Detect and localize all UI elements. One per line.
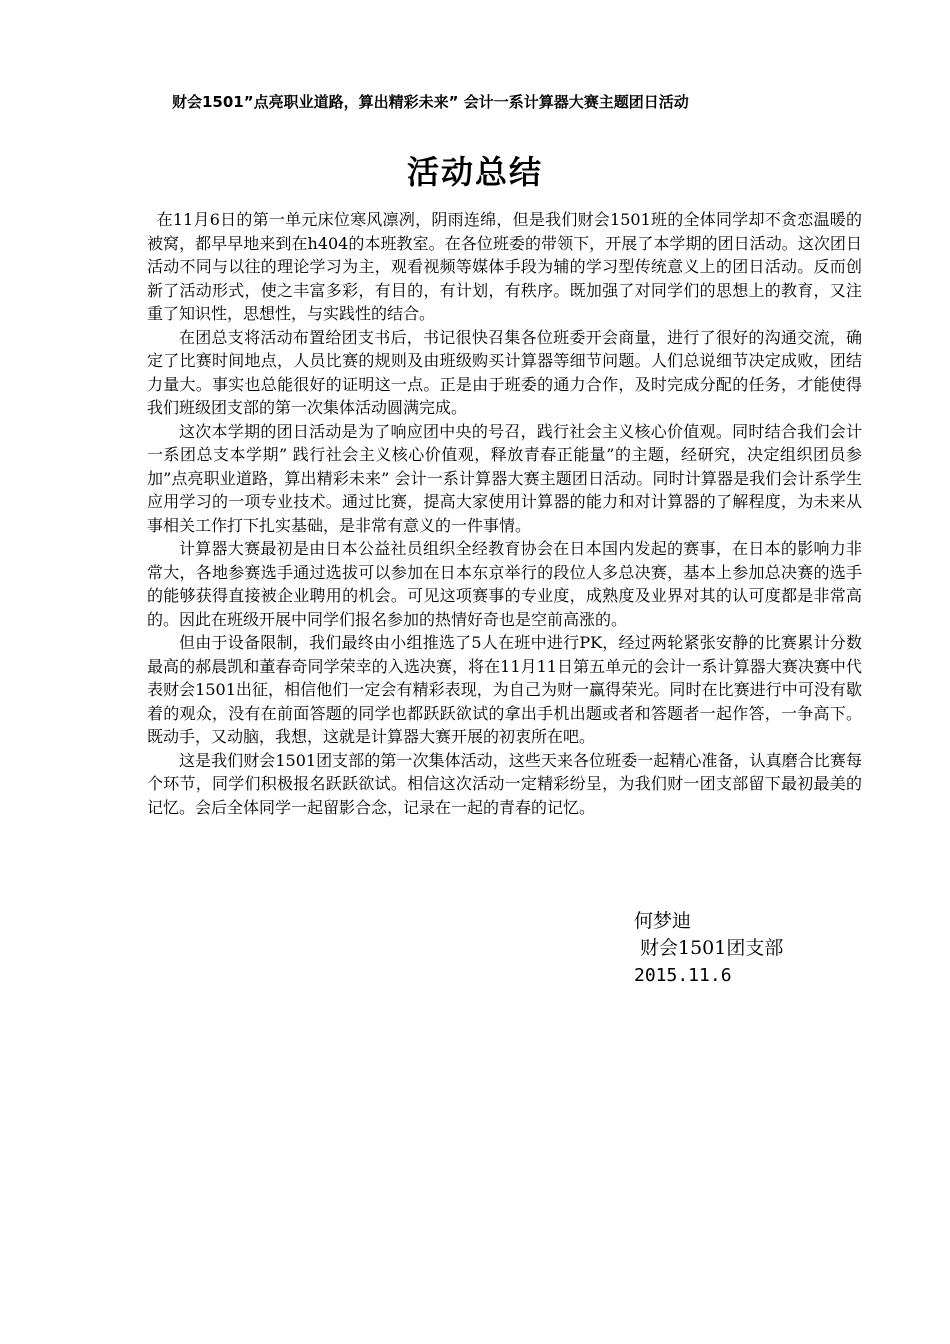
signature-org: 财会1501团支部 <box>640 937 784 959</box>
paragraph-2: 在团总支将活动布置给团支书后，书记很快召集各位班委开会商量，进行了很好的沟通交流，确定了比赛时间地点，人员比赛的规则及由班级购买计算器等细节问题。人们总说细节决定成败，团结力量大。事实也总能很好的证明这一点。正是由于班委的通力合作，及时完成分配的任务，才能使得我们班级团支部的第一次集体活动圆满完成。 <box>147 327 862 417</box>
paragraph-6: 这是我们财会1501团支部的第一次集体活动，这些天来各位班委一起精心准备，认真磨合比赛每个环节，同学们积极报名跃跃欲试。相信这次活动一定精彩纷呈，为我们财一团支部留下最初最美的记忆。会后全体同学一起留影合念，记录在一起的青春的记忆。 <box>147 750 862 817</box>
signature-date: 2015.11.6 <box>634 965 732 986</box>
document-body <box>147 208 862 819</box>
paragraph-5: 但由于设备限制，我们最终由小组推选了5人在班中进行PK，经过两轮紧张安静的比赛累计分数最高的郝晨凯和董春奇同学荣幸的入选决赛，将在11月11日第五单元的会计一系计算器大赛决赛中代表财会1501出征，相信他们一定会有精彩表现，为自己为财一赢得荣光。同时在比赛进行中可没有歇着的观众，没有在前面答题的同学也都跃跃欲试的拿出手机出题或者和答题者一起作答，一争高下。既动手，又动脑，我想，这就是计算器大赛开展的初衷所在吧。 <box>147 633 862 746</box>
signature-name: 何梦迪 <box>634 910 692 932</box>
document-header: 财会1501”点亮职业道路，算出精彩未来” 会计一系计算器大赛主题团日活动 <box>172 93 689 111</box>
signature-block <box>634 908 783 989</box>
paragraph-3: 这次本学期的团日活动是为了响应团中央的号召，践行社会主义核心价值观。同时结合我们会计一系团总支本学期” 践行社会主义核心价值观，释放青春正能量”的主题，经研究，决定组织团员参加”点亮职业道路，算出精彩未来” 会计一系计算器大赛主题团日活动。同时计算器是我们会计系学生应用学习的一项专业技术。通过比赛，提高大家使用计算器的能力和对计算器的了解程度，为未来从事相关工作打下扎实基础，是非常有意义的一件事情。 <box>147 421 862 535</box>
paragraph-1: 在11月6日的第一单元床位寒风凛冽，阴雨连绵，但是我们财会1501班的全体同学却不贪恋温暖的被窝，都早早地来到在h404的本班教室。在各位班委的带领下，开展了本学期的团日活动。这次团日活动不同与以往的理论学习为主，观看视频等媒体手段为辅的学习型传统意义上的团日活动。反而创新了活动形式，使之丰富多彩，有目的，有计划，有秩序。既加强了对同学们的思想上的教育，又注重了知识性，思想性，与实践性的结合。 <box>147 210 862 323</box>
page-title: 活动总结 <box>406 153 543 191</box>
paragraph-4: 计算器大赛最初是由日本公益社员组织全经教育协会在日本国内发起的赛事，在日本的影响力非常大，各地参赛选手通过选拔可以参加在日本东京举行的段位人多总决赛，基本上参加总决赛的选手的能够获得直接被企业聘用的机会。可见这项赛事的专业度，成熟度及业界对其的认可度都是非常高的。因此在班级开展中同学们报名参加的热情好奇也是空前高涨的。 <box>147 539 862 629</box>
